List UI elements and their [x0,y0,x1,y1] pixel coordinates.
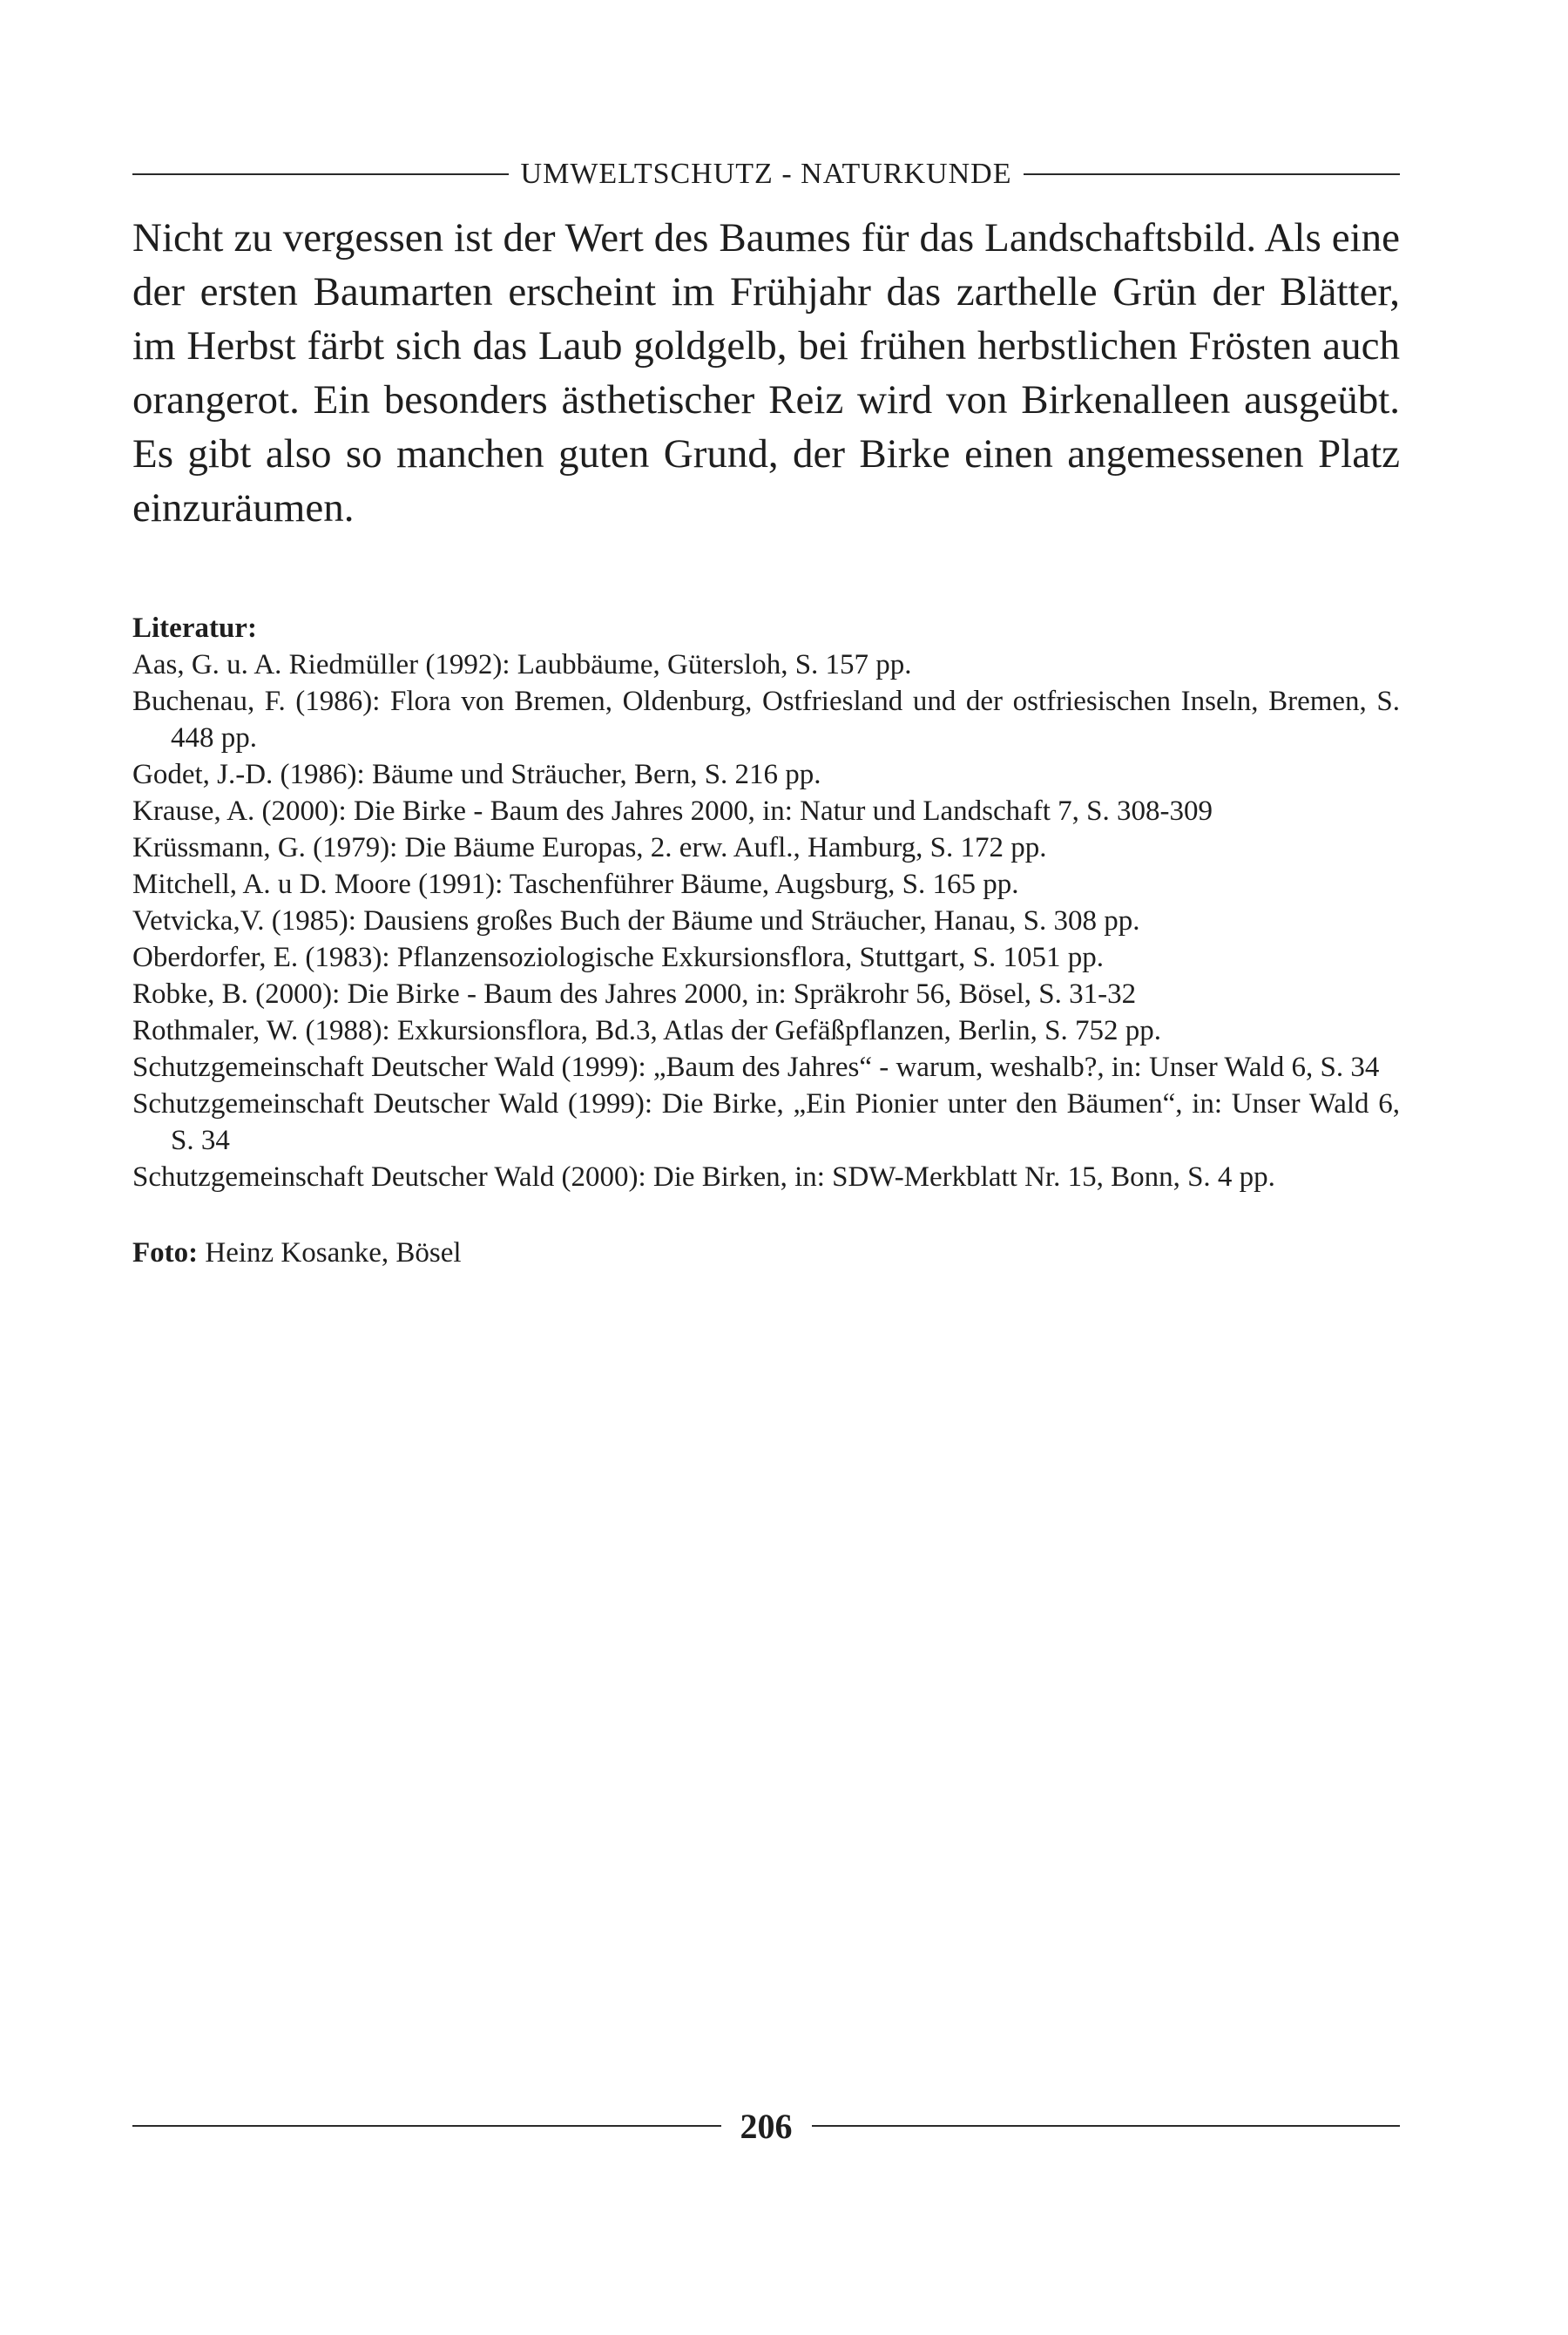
header-rule-right [1024,173,1400,175]
reference-item: Rothmaler, W. (1988): Exkursionsflora, Bd.3, Atlas der Gefäßpflanzen, Berlin, S. 752 pp. [132,1015,1161,1046]
reference-item: Oberdorfer, E. (1983): Pflanzensoziologische Exkursionsflora, Stuttgart, S. 1051 pp. [132,942,1104,973]
reference-item: Godet, J.-D. (1986): Bäume und Sträucher, Bern, S. 216 pp. [132,759,821,790]
photo-credit-text: Heinz Kosanke, Bösel [198,1237,462,1269]
reference-item: Buchenau, F. (1986): Flora von Bremen, Oldenburg, Ostfriesland und der ostfriesischen Inseln, Bremen, S. 448 pp. [132,686,1400,754]
page-number: 206 [740,2106,793,2146]
reference-item: Schutzgemeinschaft Deutscher Wald (1999): Die Birke, „Ein Pionier unter den Bäumen“, in: Unser Wald 6, S. 34 [132,1088,1400,1156]
literature-section [132,610,1400,1271]
page-footer [132,2102,1400,2150]
reference-item: Mitchell, A. u D. Moore (1991): Taschenführer Bäume, Augsburg, S. 165 pp. [132,869,1019,900]
reference-item: Robke, B. (2000): Die Birke - Baum des Jahres 2000, in: Spräkrohr 56, Bösel, S. 31-32 [132,978,1137,1010]
photo-credit [132,1235,1400,1271]
running-header [132,155,1400,193]
reference-item: Schutzgemeinschaft Deutscher Wald (1999): „Baum des Jahres“ - warum, weshalb?, in: Unser Wald 6, S. 34 [132,1052,1380,1083]
reference-list [132,646,1400,1195]
reference-item: Aas, G. u. A. Riedmüller (1992): Laubbäume, Gütersloh, S. 157 pp. [132,649,912,680]
reference-item: Vetvicka,V. (1985): Dausiens großes Buch der Bäume und Sträucher, Hanau, S. 308 pp. [132,905,1140,937]
reference-item: Schutzgemeinschaft Deutscher Wald (2000): Die Birken, in: SDW-Merkblatt Nr. 15, Bonn, S. 4 pp. [132,1161,1275,1193]
literature-heading: Literatur: [132,613,257,644]
reference-item: Krause, A. (2000): Die Birke - Baum des Jahres 2000, in: Natur und Landschaft 7, S. 308-309 [132,795,1213,827]
footer-rule-right [812,2125,1401,2127]
footer-rule-left [132,2125,721,2127]
photo-credit-label: Foto: [132,1237,199,1269]
header-title: UMWELTSCHUTZ - NATURKUNDE [520,158,1012,190]
header-rule-left [132,173,509,175]
body-paragraph: Nicht zu vergessen ist der Wert des Baumes für das Landschaftsbild. Als eine der ersten Baumarten erscheint im Frühjahr das zarthelle Grün der Blätter, im Herbst färbt sich das Laub goldgelb, bei frühen herbstlichen Frösten auch orangerot. Ein besonders ästhetischer Reiz wird von Birkenalleen ausgeübt. Es gibt also so manchen guten Grund, der Birke einen angemessenen Platz einzuräumen. [132,215,1400,531]
reference-item: Krüssmann, G. (1979): Die Bäume Europas, 2. erw. Aufl., Hamburg, S. 172 pp. [132,832,1047,863]
